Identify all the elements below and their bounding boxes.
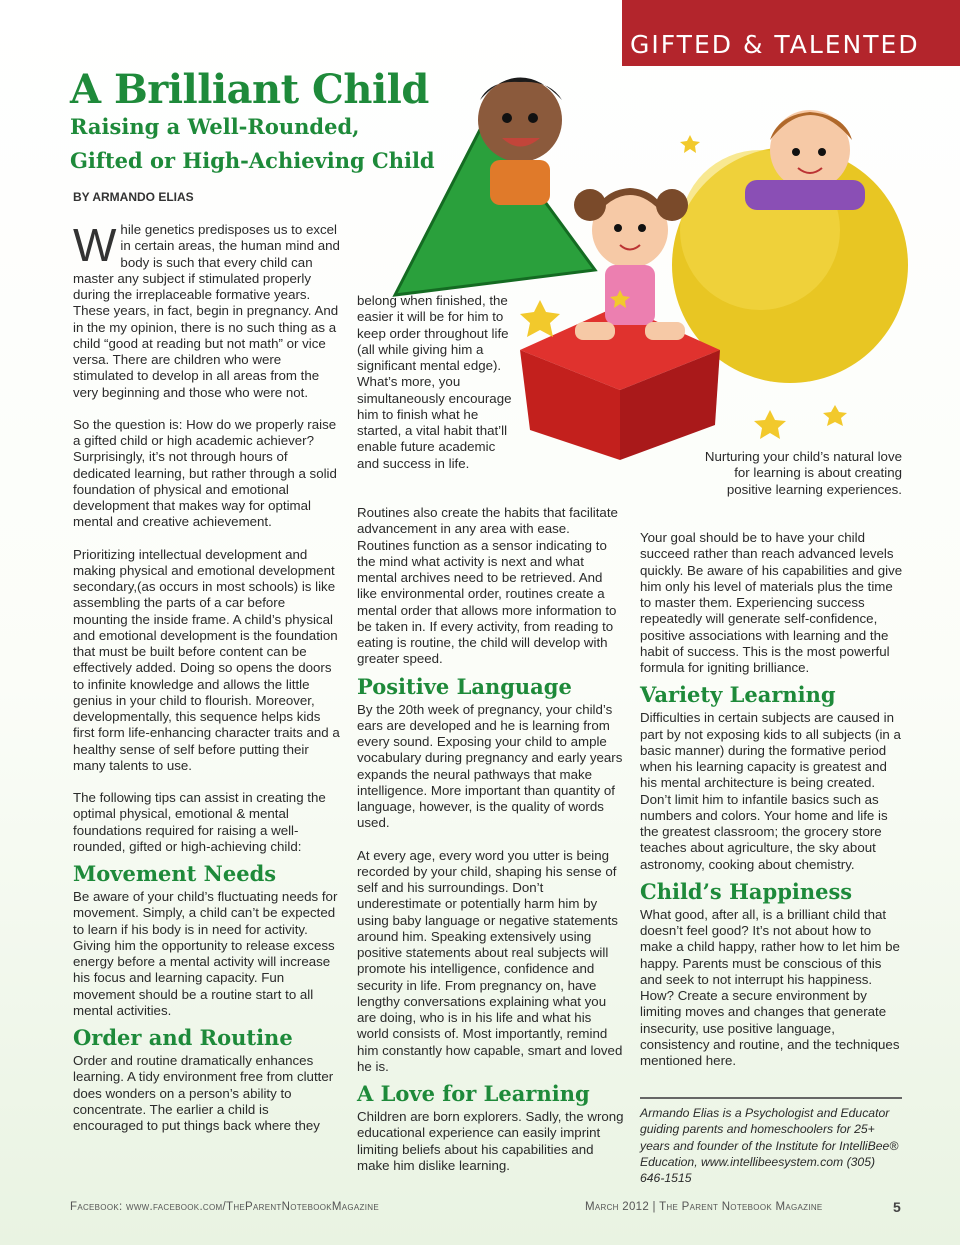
byline: BY ARMANDO ELIAS	[73, 190, 194, 204]
movement-text: Be aware of your child’s fluctuating needs for movement. Simply, a child can’t be expected to learn if his body is in need for activity. Giving him the opportunity to release excess energy before a mental activity will increase his focus and learning capacity. Fun movement should be a routine start to all mental activities.	[73, 889, 338, 1018]
intro-text: hile genetics predisposes us to excel in certain areas, the human mind and body is such that every child can master any subject if stimulated properly during the irreplaceable formative years. These years, in fact, begin in pregnancy. And in the my opinion, there is no such thing as a child “good at reading but not math” or vice versa. There are children who were stimulated to develop in all areas from the very beginning and those who were not.	[73, 222, 340, 400]
column-2-top	[357, 293, 517, 488]
section-label: GIFTED & TALENTED	[630, 30, 920, 59]
heading-childs-happiness: Child’s Happiness	[640, 878, 853, 904]
heading-variety-learning: Variety Learning	[640, 682, 836, 708]
intro-paragraph	[73, 219, 341, 401]
paragraph-3: Prioritizing intellectual development and making physical and emotional development secondary,(as occurs in most schools) is like assembling the parts of a car before mounting the inside frame. A child’s physical and emotional development is the foundation that must be built before content can be effectively added. Doing so opens the doors to infinite knowledge and allows the little genius in your child to flourish. Moreover, developmentally, this sequence helps kids first form life-enhancing character traits and a healthy sense of self before putting their many talents to use.	[73, 546, 340, 773]
column-1	[73, 219, 341, 1150]
order-text: Order and routine dramatically enhances learning. A tidy environment free from clutter does wonders on a person’s ability to concentrate. The earlier a child is encouraged to put things back where they	[73, 1053, 334, 1133]
image-caption: Nurturing your child’s natural love for learning is about creating positive learning experiences.	[704, 449, 902, 497]
heading-positive-language: Positive Language	[357, 673, 572, 699]
author-bio: Armando Elias is a Psychologist and Educator guiding parents and homeschoolers for 25+ years and founder of the Institute for IntelliBee® Education, www.intellibeesystem.com (305) 646-1515	[640, 1097, 902, 1186]
goal-text: Your goal should be to have your child succeed rather than reach advanced levels quickly. Be aware of his capabilities and give him only his level of materials plus the time to master them. Experiencing success repeatedly will generate self-confidence, positive associations with learning and the habit of success. This is the most powerful formula for igniting brilliance.	[640, 530, 903, 675]
subtitle-line-2: Gifted or High-Achieving Child	[70, 148, 435, 173]
column-3	[640, 530, 906, 1085]
article-subtitle	[70, 110, 470, 178]
happiness-text: What good, after all, is a brilliant child that doesn’t feel good? It’s not about how to make a child happy, rather how to let him be happy. Parents must be conscious of this and seek to not interrupt his happiness. How? Create a secure environment by limiting moves and changes that generate insecurity, use positive language, consistency and routine, and the techniques mentioned here.	[640, 906, 900, 1068]
column-2	[357, 505, 625, 1190]
positive-text-2: At every age, every word you utter is being recorded by your child, shaping his sense of self and his surroundings. Don’t underestimate or potentially harm him by using baby language or negative statements around him. Speaking extensively using positive statements about real subjects will promote his intelligence, confidence and security in life. From pregnancy on, have lengthy conversations explaining what you are doing, who is in his life and what his world consists of. Most importantly, remind him constantly how capable, smart and loved he is.	[357, 847, 623, 1074]
positive-text: By the 20th week of pregnancy, your child’s ears are developed and he is learning from every sound. Exposing your child to ample vocabulary during pregnancy and early years expands the neural pathways that make intelligence. More important than quantity of language, however, is the quality of words used.	[357, 701, 623, 831]
footer-facebook: Facebook: www.facebook.com/TheParentNotebookMagazine	[70, 1201, 379, 1213]
drop-cap: W	[73, 219, 117, 271]
love-text: Children are born explorers. Sadly, the wrong educational experience can easily imprint limiting beliefs about his capabilities and make him dislike learning.	[357, 1109, 624, 1173]
routines-text: Routines also create the habits that facilitate advancement in any area with ease. Routines function as a sensor indicating to the mind what activity is next and what mental archives need to be retrieved. And like environmental order, routines create a mental order that allows more information to be taken in. If every activity, from reading to eating is routine, the child will develop with greater speed.	[357, 505, 618, 667]
section-banner	[622, 0, 960, 66]
heading-movement-needs: Movement Needs	[73, 861, 277, 886]
variety-text: Difficulties in certain subjects are caused in part by not exposing kids to all subjects (in a basic manner) during the formative period when his learning capacity is greatest and his mental architecture is being created. Don’t limit him to infantile basics such as numbers and colors. Your home and life is the greatest classroom; the grocery store teaches about agriculture, the sky about astronomy, cooking about chemistry.	[640, 710, 901, 872]
footer-issue: March 2012 | The Parent Notebook Magazine	[585, 1201, 823, 1213]
subtitle-line-1: Raising a Well-Rounded,	[70, 114, 360, 139]
article-title: A Brilliant Child	[70, 66, 429, 113]
heading-love-for-learning: A Love for Learning	[357, 1081, 590, 1106]
paragraph-4: The following tips can assist in creating the optimal physical, emotional & mental foundations required for raising a well-rounded, gifted or high-achieving child:	[73, 790, 326, 854]
order-continued: belong when finished, the easier it will be for him to keep order throughout life (all while giving him a significant mental edge). What’s more, you simultaneously encourage him to finish what he started, a vital habit that’ll enable future academic and success in life.	[357, 293, 512, 471]
paragraph-2: So the question is: How do we properly raise a gifted child or high academic achiever? Surprisingly, it’s not through hours of dedicated learning, but rather through a solid foundation of physical and emotional development that makes way for optimal mental and creative achievement.	[73, 416, 337, 530]
page-number: 5	[893, 1199, 901, 1215]
heading-order-routine: Order and Routine	[73, 1025, 293, 1050]
